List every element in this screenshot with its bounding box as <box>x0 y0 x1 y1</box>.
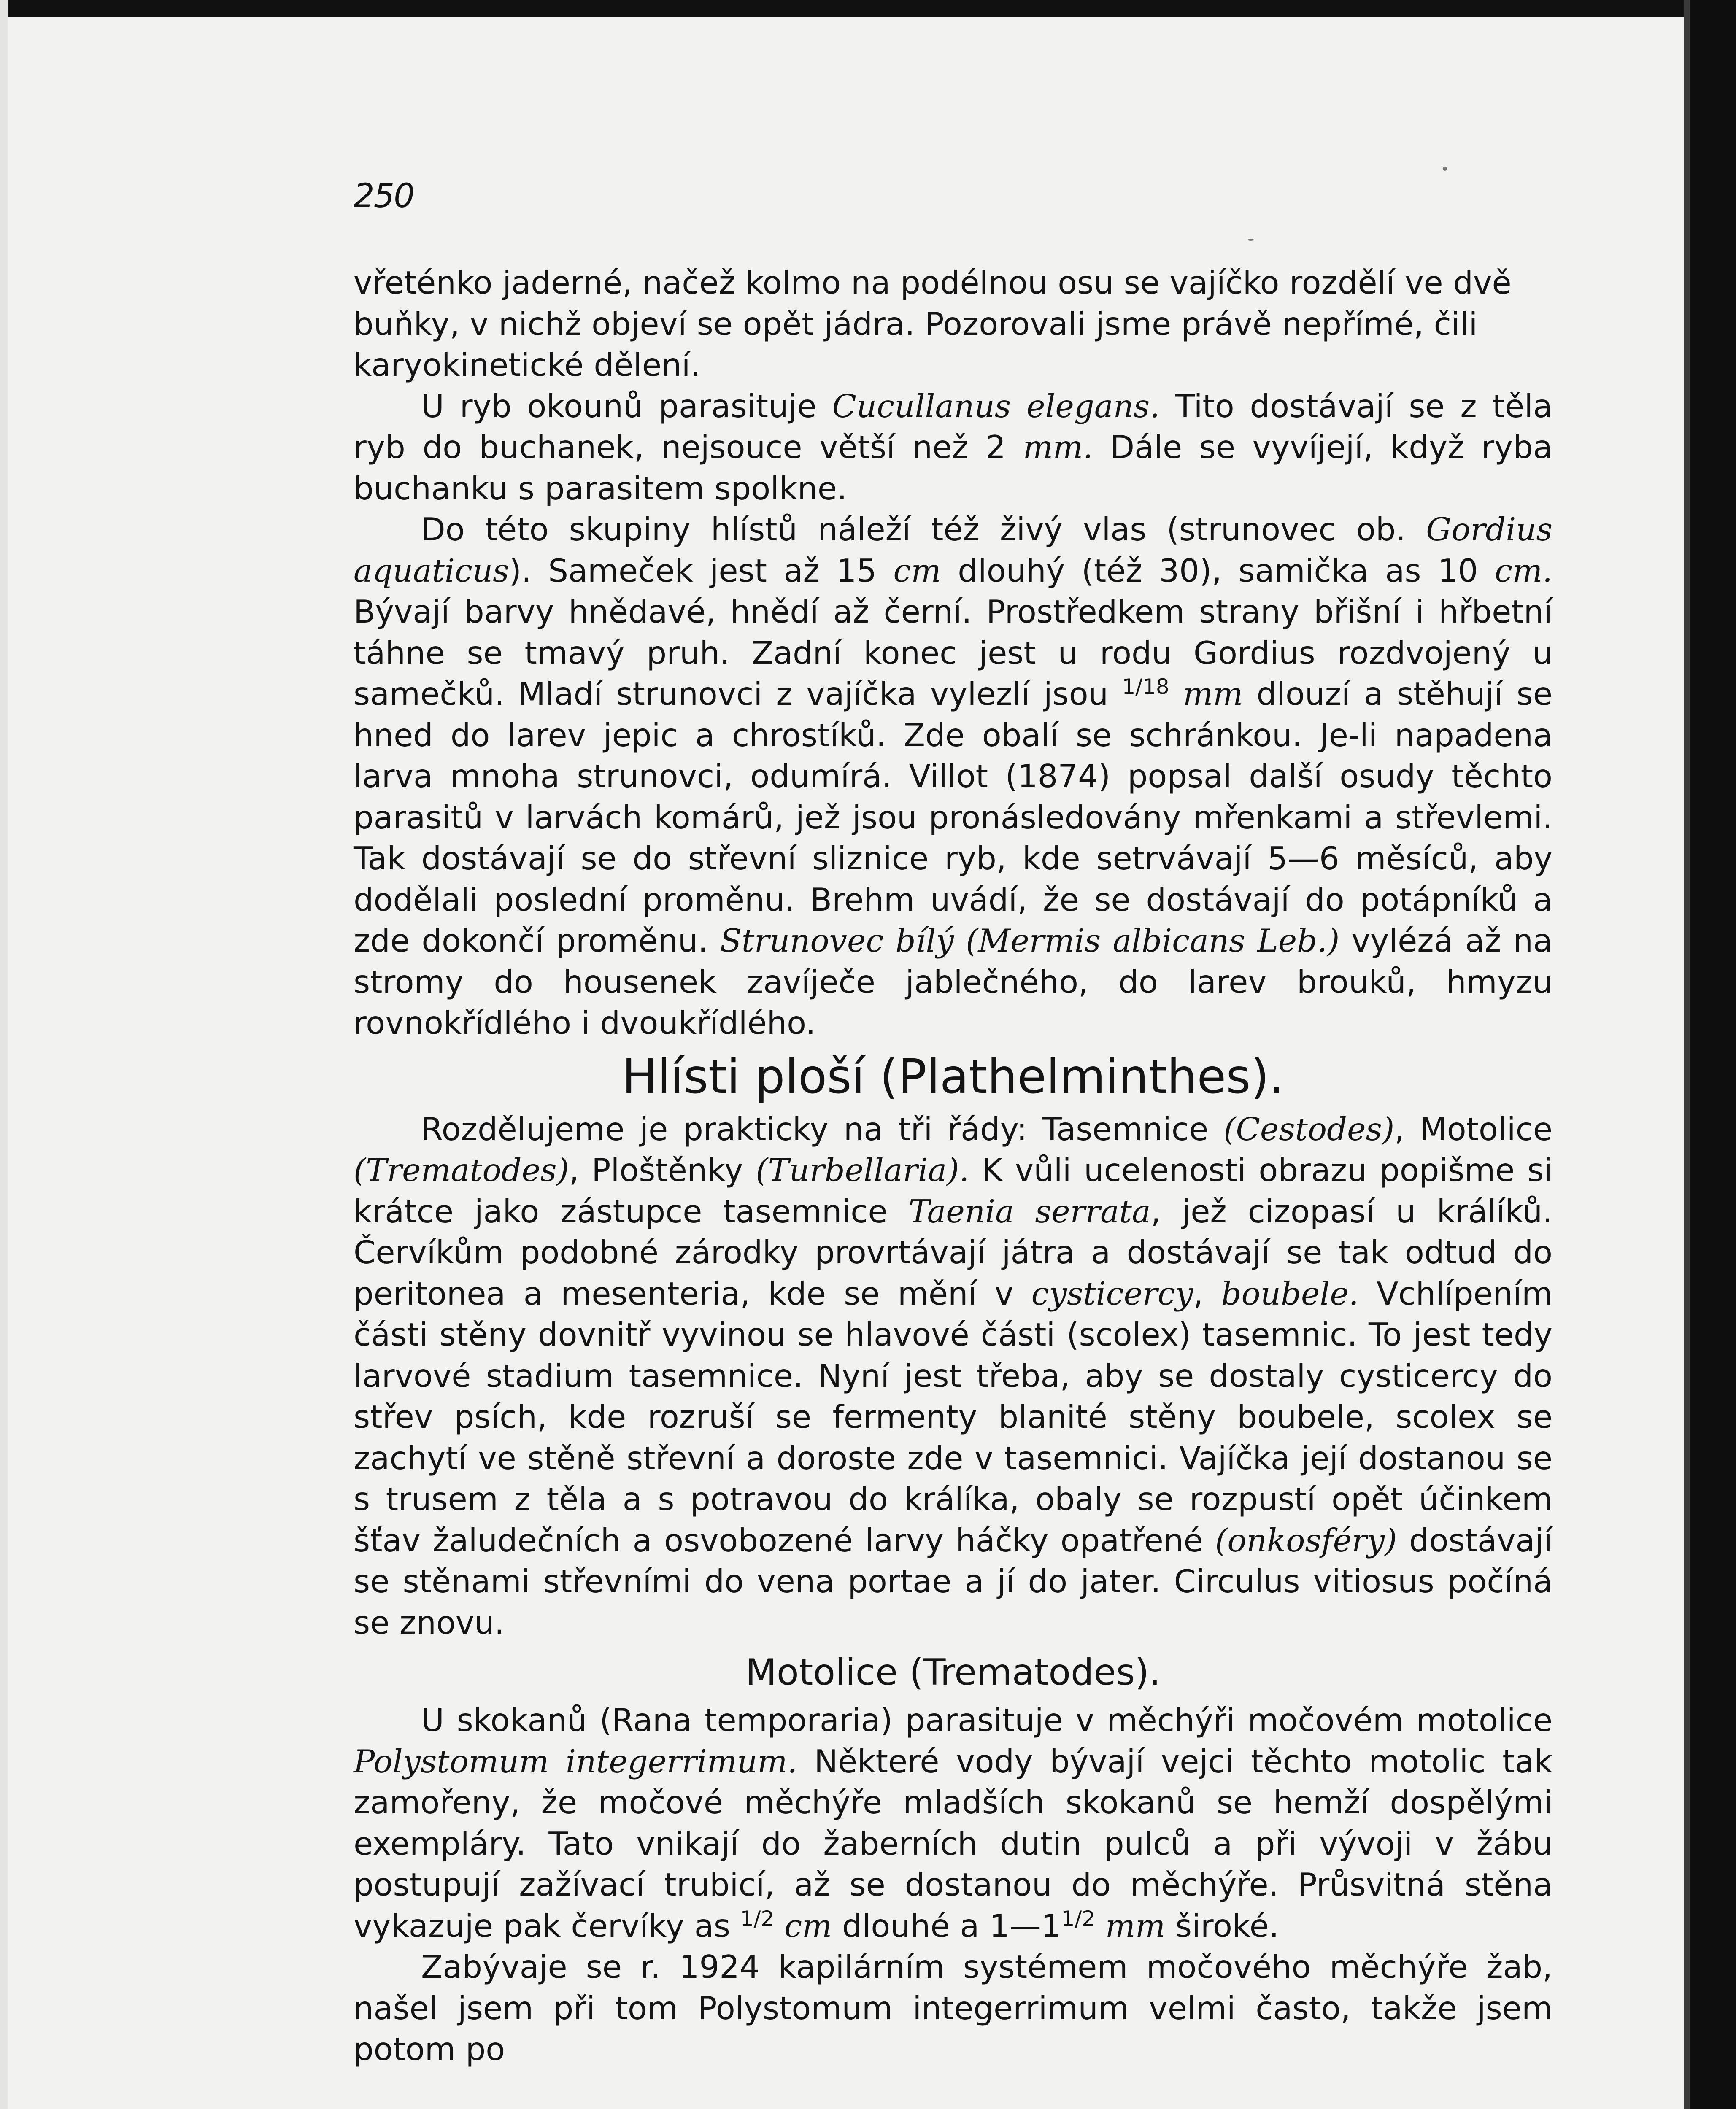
scan-border-top <box>0 0 1736 17</box>
page-number: 250 <box>354 177 414 215</box>
scan-speck <box>1443 167 1447 171</box>
scan-border-left <box>0 0 8 2109</box>
subsection-heading-trematodes: Motolice (Trematodes). <box>745 1651 1161 1694</box>
paragraph-cestodes: Rozdělujeme je prakticky na tři řády: Tasemnice (Cestodes), Motolice (Trematodes), Ploštěnky (Turbellaria). K vůli ucelenosti obrazu popišme si krátce jako zástupce tasemnice Taenia serrata, jež cizopasí u králíků. Červíkům podobné zárodky provrtávají játra a dostávají se tak odtud do peritonea a mesenteria, kde se mění v cysticercy, boubele. Vchlípením části stěny dovnitř vyvinou se hlavové části (scolex) tasemnic. To jest tedy larvové stadium tasemnice. Nyní jest třeba, aby se dostaly cysticercy do střev psích, kde rozruší se fermenty blanité stěny boubele, scolex se zachytí ve stěně střevní a doroste zde v tasemnici. Vajíčka její dostanou se s trusem z těla a s potravou do králíka, obaly se rozpustí opět účinkem šťav žaludečních a osvobozené larvy háčky opatřené (onkosféry) dostávají se stěnami střevními do vena portae a jí do jater. Circulus vitiosus počíná se znovu. <box>354 1110 1553 1641</box>
paragraph-continued: vřeténko jaderné, načež kolmo na podélnou osu se vajíčko rozdělí ve dvě buňky, v nichž objeví se opět jádra. Pozorovali jsme právě nepřímé, čili karyokinetické dělení. <box>354 264 1512 383</box>
scan-border-right-edge <box>1684 0 1690 2109</box>
page-body <box>354 262 1552 2070</box>
scan-border-right <box>1690 0 1736 2109</box>
paragraph-gordius: Do této skupiny hlístů náleží též živý vlas (strunovec ob. Gordius aquaticus). Sameček jest až 15 cm dlouhý (též 30), samička as 10 cm. Bývají barvy hnědavé, hnědí až černí. Prostředkem strany břišní i hřbetní táhne se tmavý pruh. Zadní konec jest u rodu Gordius rozdvojený u samečků. Mladí strunovci z vajíčka vylezlí jsou $^{1/18}$ mm dlouzí a stěhují se hned do larev jepic a chrostíků. Zde obalí se schránkou. Je-li napadena larva mnoha strunovci, odumírá. Villot (1874) popsal další osudy těchto parasitů v larvách komárů, jež jsou pronásledovány mřenkami a střevlemi. Tak dostávají se do střevní sliznice ryb, kde setrvávají 5—6 měsíců, aby dodělali poslední proměnu. Brehm uvádí, že se dostávají do potápníků a zde dokončí proměnu. Strunovec bílý (Mermis albicans Leb.) vylézá až na stromy do housenek zavíječe jablečného, do larev brouků, hmyzu rovnokřídlého i dvoukřídlého. <box>354 511 1552 1041</box>
paragraph-polystomum: U skokanů (Rana temporaria) parasituje v měchýři močovém motolice Polystomum integerrimum. Některé vody bývají vejci těchto motolic tak zamořeny, že močové měchýře mladších skokanů se hemží dospělými exempláry. Tato vnikají do žaberních dutin pulců a při vývoji v žábu postupují zažívací trubicí, až se dostanou do měchýře. Průsvitná stěna vykazuje pak červíky as $^{1/2}$ cm dlouhé a $1—1^{1/2}$ mm široké. <box>354 1702 1552 1944</box>
paragraph-continues-next-page: Zabývaje se r. 1924 kapilárním systémem močového měchýře žab, našel jsem při tom Polystomum integerrimum velmi často, takže jsem potom po <box>354 1948 1552 2068</box>
section-heading-plathelminthes: Hlísti ploší (Plathelminthes). <box>622 1049 1284 1104</box>
scan-speck <box>1248 239 1254 241</box>
paragraph-cucullanus: U ryb okounů parasituje Cucullanus elegans. Tito dostávají se z těla ryb do buchanek, nejsouce větší než 2 mm. Dále se vyvíjejí, když ryba buchanku s parasitem spolkne. <box>354 387 1552 507</box>
